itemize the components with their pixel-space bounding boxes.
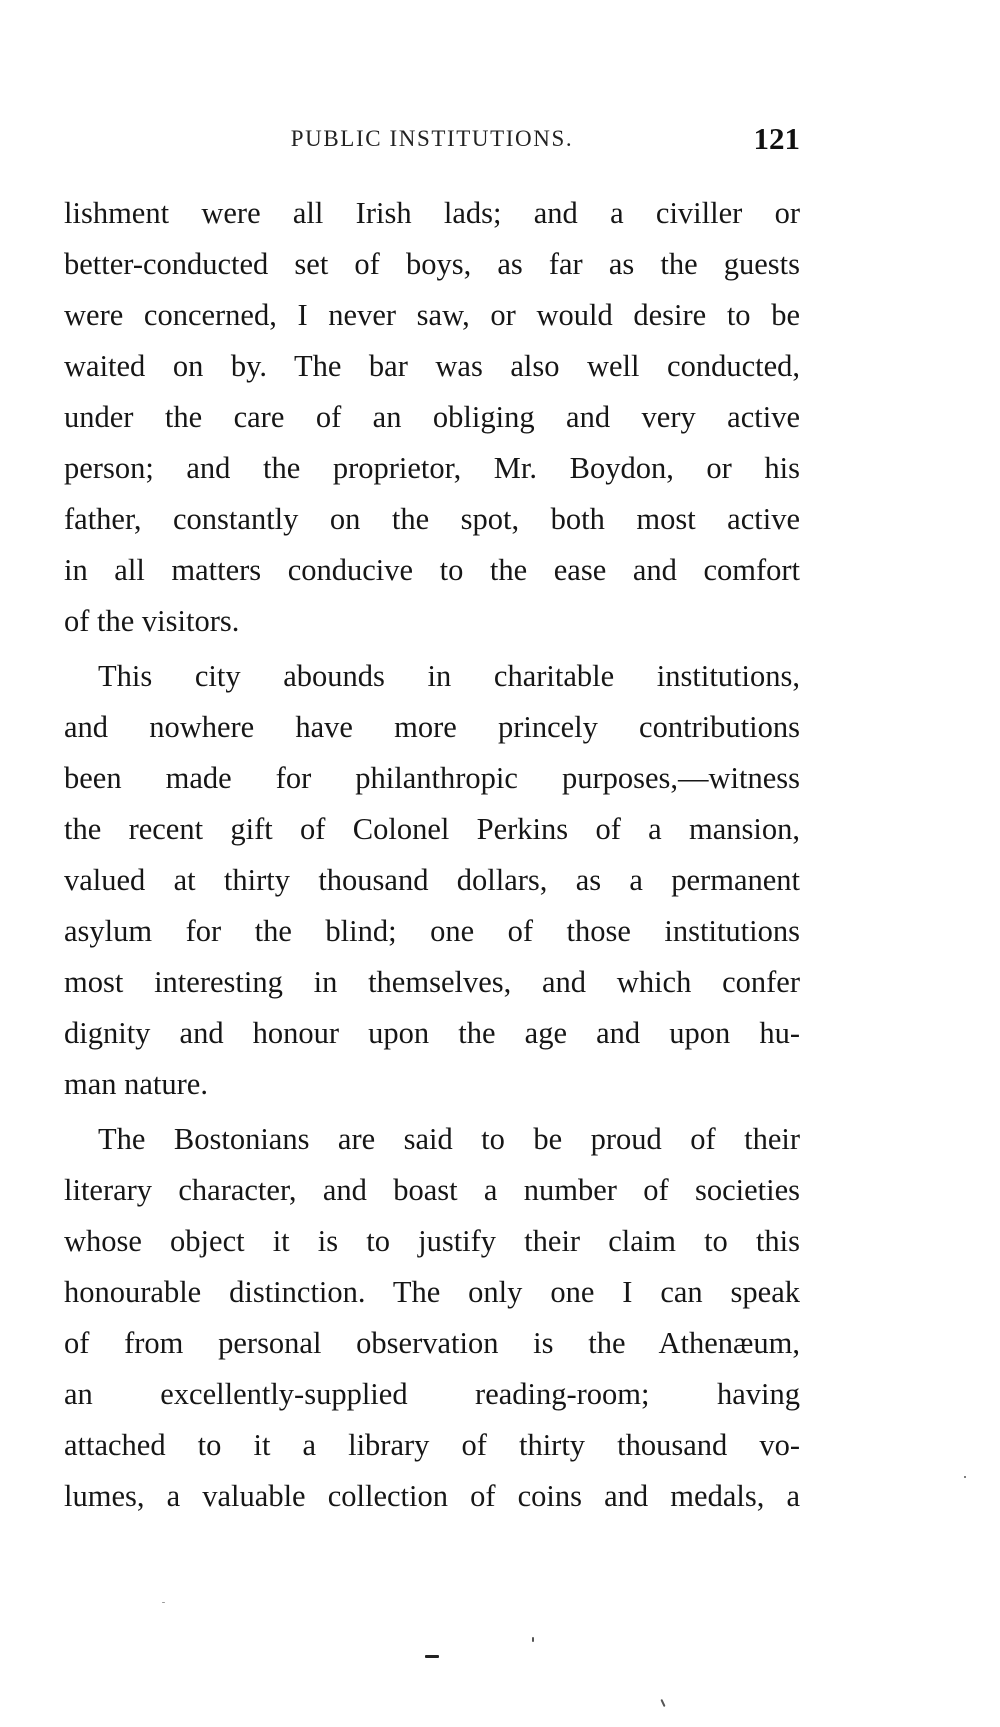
text-line: valued at thirty thousand dollars, as a permanent [64, 863, 800, 897]
text-line: lishment were all Irish lads; and a civiller or [64, 196, 800, 230]
text-line: and nowhere have more princely contributions [64, 710, 800, 744]
text-line: of the visitors. [64, 604, 240, 638]
text-line: whose object it is to justify their claim to this [64, 1224, 800, 1258]
text-line: under the care of an obliging and very active [64, 400, 800, 434]
scan-speck [532, 1637, 534, 1642]
paragraph-2 [64, 651, 800, 1110]
page-number: 121 [753, 121, 800, 156]
paragraph-3 [64, 1114, 800, 1522]
text-line: The Bostonians are said to be proud of their [98, 1122, 800, 1156]
text-line: waited on by. The bar was also well conducted, [64, 349, 800, 383]
text-line: most interesting in themselves, and which confer [64, 965, 800, 999]
scan-speck [964, 1476, 966, 1478]
text-line: literary character, and boast a number of societies [64, 1173, 800, 1207]
text-line: asylum for the blind; one of those institutions [64, 914, 800, 948]
text-line: attached to it a library of thirty thousand vo- [64, 1428, 800, 1462]
text-line: an excellently-supplied reading-room; having [64, 1377, 800, 1411]
text-line: the recent gift of Colonel Perkins of a mansion, [64, 812, 800, 846]
text-line: person; and the proprietor, Mr. Boydon, or his [64, 451, 800, 485]
body-text [64, 188, 800, 1522]
text-line: been made for philanthropic purposes,—witness [64, 761, 800, 795]
text-line: dignity and honour upon the age and upon hu- [64, 1016, 800, 1050]
scan-speck [162, 1602, 165, 1603]
text-line: man nature. [64, 1067, 208, 1101]
text-line: in all matters conducive to the ease and comfort [64, 553, 800, 587]
scan-speck [425, 1655, 439, 1658]
paragraph-1 [64, 188, 800, 647]
text-line: were concerned, I never saw, or would desire to be [64, 298, 800, 332]
text-line: father, constantly on the spot, both most active [64, 502, 800, 536]
text-line: honourable distinction. The only one I can speak [64, 1275, 800, 1309]
text-line: This city abounds in charitable institutions, [98, 659, 800, 693]
text-line: better-conducted set of boys, as far as the guests [64, 247, 800, 281]
scan-speck [660, 1699, 665, 1707]
text-line: lumes, a valuable collection of coins and medals, a [64, 1479, 800, 1513]
running-title: PUBLIC INSTITUTIONS. [290, 126, 574, 151]
text-line: of from personal observation is the Athenæum, [64, 1326, 800, 1360]
running-head [64, 121, 800, 158]
